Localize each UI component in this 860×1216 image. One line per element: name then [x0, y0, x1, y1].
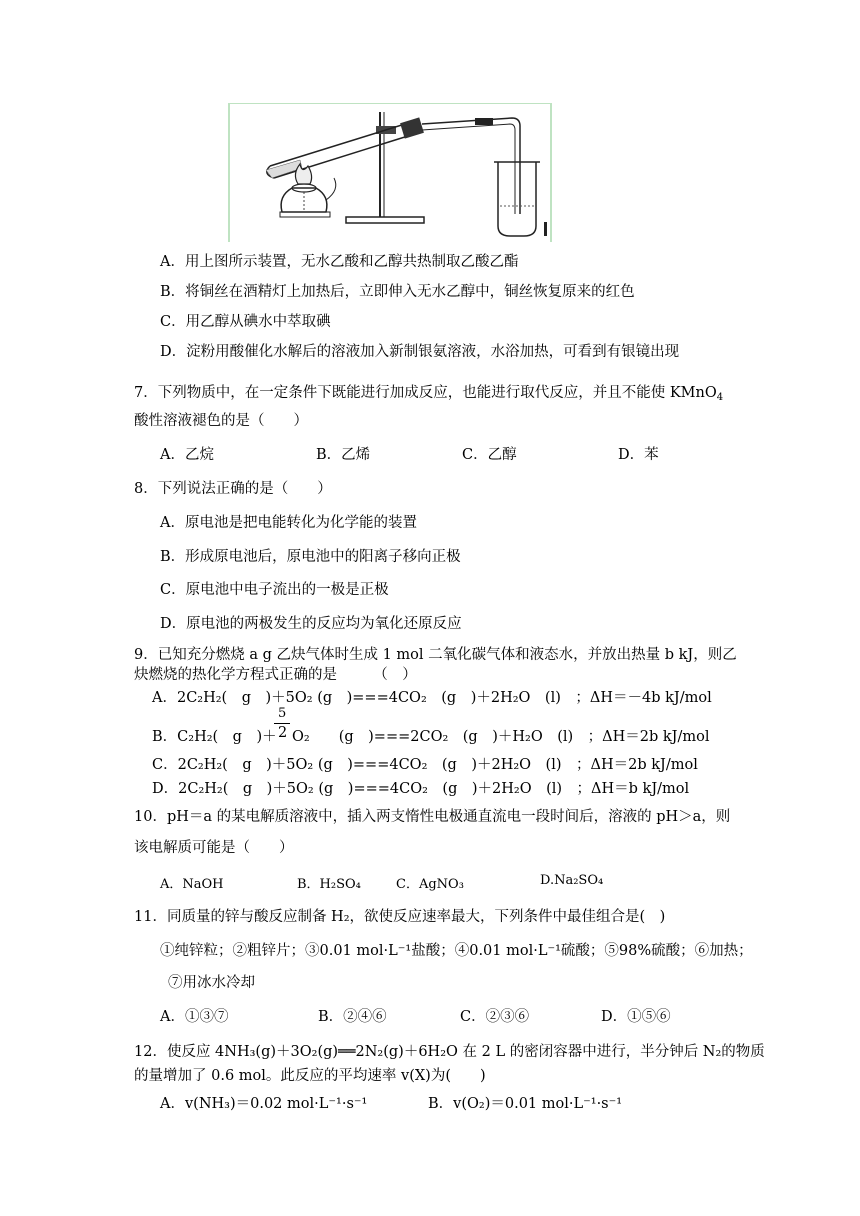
- q11-conditions-line2: ⑦用冰水冷却: [168, 975, 255, 991]
- q7-option-c: C．乙醇: [462, 447, 517, 463]
- q8-option-b: B．形成原电池后，原电池中的阳离子移向正极: [160, 549, 461, 565]
- q8-stem: 8．下列说法正确的是（ ）: [134, 481, 332, 497]
- q12-option-b: B．v(O₂)＝0.01 mol·L⁻¹·s⁻¹: [428, 1096, 623, 1112]
- q6-option-b: B．将铜丝在酒精灯上加热后，立即伸入无水乙醇中，铜丝恢复原来的红色: [160, 284, 635, 300]
- distillation-apparatus-icon: [230, 104, 550, 242]
- q7-stem-line1: [134, 381, 723, 402]
- q10-stem-line2: 该电解质可能是（ ）: [134, 840, 294, 856]
- q11-option-b: B．②④⑥: [318, 1009, 387, 1025]
- q9-option-b-rest: O₂ (g )===2CO₂ (g )＋H₂O (l) ；ΔH＝2b kJ/mol: [292, 729, 710, 745]
- q8-option-c: C．原电池中电子流出的一极是正极: [160, 582, 389, 598]
- q10-option-c: C．AgNO₃: [396, 877, 464, 892]
- q9-option-b-prefix: B．C₂H₂( g )＋: [152, 729, 277, 745]
- q6-option-c: C．用乙醇从碘水中萃取碘: [160, 314, 331, 330]
- q7-stem-text: 7．下列物质中，在一定条件下既能进行加成反应，也能进行取代反应，并且不能使 KMnO: [134, 385, 717, 401]
- q8-option-d: D．原电池的两极发生的反应均为氧化还原反应: [160, 616, 462, 632]
- q6-option-a: A．用上图所示装置，无水乙酸和乙醇共热制取乙酸乙酯: [160, 254, 519, 270]
- q7-stem-subscript: 4: [716, 392, 724, 403]
- q9-option-b-fraction-bar: [274, 723, 290, 724]
- q6-option-d: D．淀粉用酸催化水解后的溶液加入新制银氨溶液，水浴加热，可看到有银镜出现: [160, 344, 680, 360]
- q10-option-b: B．H₂SO₄: [297, 877, 361, 892]
- q12-stem-line2: 的量增加了 0.6 mol。此反应的平均速率 v(X)为( ): [134, 1068, 486, 1084]
- q8-option-a: A．原电池是把电能转化为化学能的装置: [160, 515, 417, 531]
- q9-option-d: D．2C₂H₂( g )＋5O₂ (g )===4CO₂ (g )＋2H₂O (l) ；ΔH＝b kJ/mol: [152, 781, 690, 797]
- q11-stem: 11．同质量的锌与酸反应制备 H₂，欲使反应速率最大，下列条件中最佳组合是( ): [134, 909, 666, 925]
- q9-stem-line1: 9．已知充分燃烧 a g 乙炔气体时生成 1 mol 二氧化碳气体和液态水，并放出热量 b kJ，则乙: [134, 647, 737, 663]
- q9-option-a: A．2C₂H₂( g )＋5O₂ (g )===4CO₂ (g )＋2H₂O (l) ；ΔH＝－4b kJ/mol: [152, 690, 712, 706]
- q9-stem-line2: 炔燃烧的热化学方程式正确的是 （ ）: [134, 667, 417, 683]
- q11-conditions-line1: ①纯锌粒；②粗锌片；③0.01 mol·L⁻¹盐酸；④0.01 mol·L⁻¹硫酸；⑤98%硫酸；⑥加热；: [160, 943, 753, 959]
- q9-option-b-denominator: 2: [278, 725, 288, 741]
- q7-option-d: D．苯: [618, 447, 659, 463]
- q7-option-b: B．乙烯: [316, 447, 371, 463]
- q7-option-a: A．乙烷: [160, 447, 214, 463]
- q10-stem-line1: 10．pH＝a 的某电解质溶液中，插入两支惰性电极通直流电一段时间后，溶液的 pH＞a，则: [134, 809, 731, 825]
- q9-option-b-numerator: 5: [278, 706, 287, 721]
- q11-option-a: A．①③⑦: [160, 1009, 229, 1025]
- q10-option-d: D.Na₂SO₄: [540, 873, 604, 888]
- q12-stem-line1: 12．使反应 4NH₃(g)＋3O₂(g)══2N₂(g)＋6H₂O 在 2 L 的密闭容器中进行，半分钟后 N₂的物质: [134, 1044, 765, 1060]
- apparatus-figure: [228, 103, 552, 242]
- q9-option-c: C．2C₂H₂( g )＋5O₂ (g )===4CO₂ (g )＋2H₂O (l) ；ΔH＝2b kJ/mol: [152, 757, 698, 773]
- q11-option-d: D．①⑤⑥: [601, 1009, 671, 1025]
- q10-option-a: A．NaOH: [160, 877, 224, 892]
- q7-stem-line2: 酸性溶液褪色的是（ ）: [134, 413, 308, 429]
- q11-option-c: C．②③⑥: [460, 1009, 530, 1025]
- q12-option-a: A．v(NH₃)＝0.02 mol·L⁻¹·s⁻¹: [160, 1096, 368, 1112]
